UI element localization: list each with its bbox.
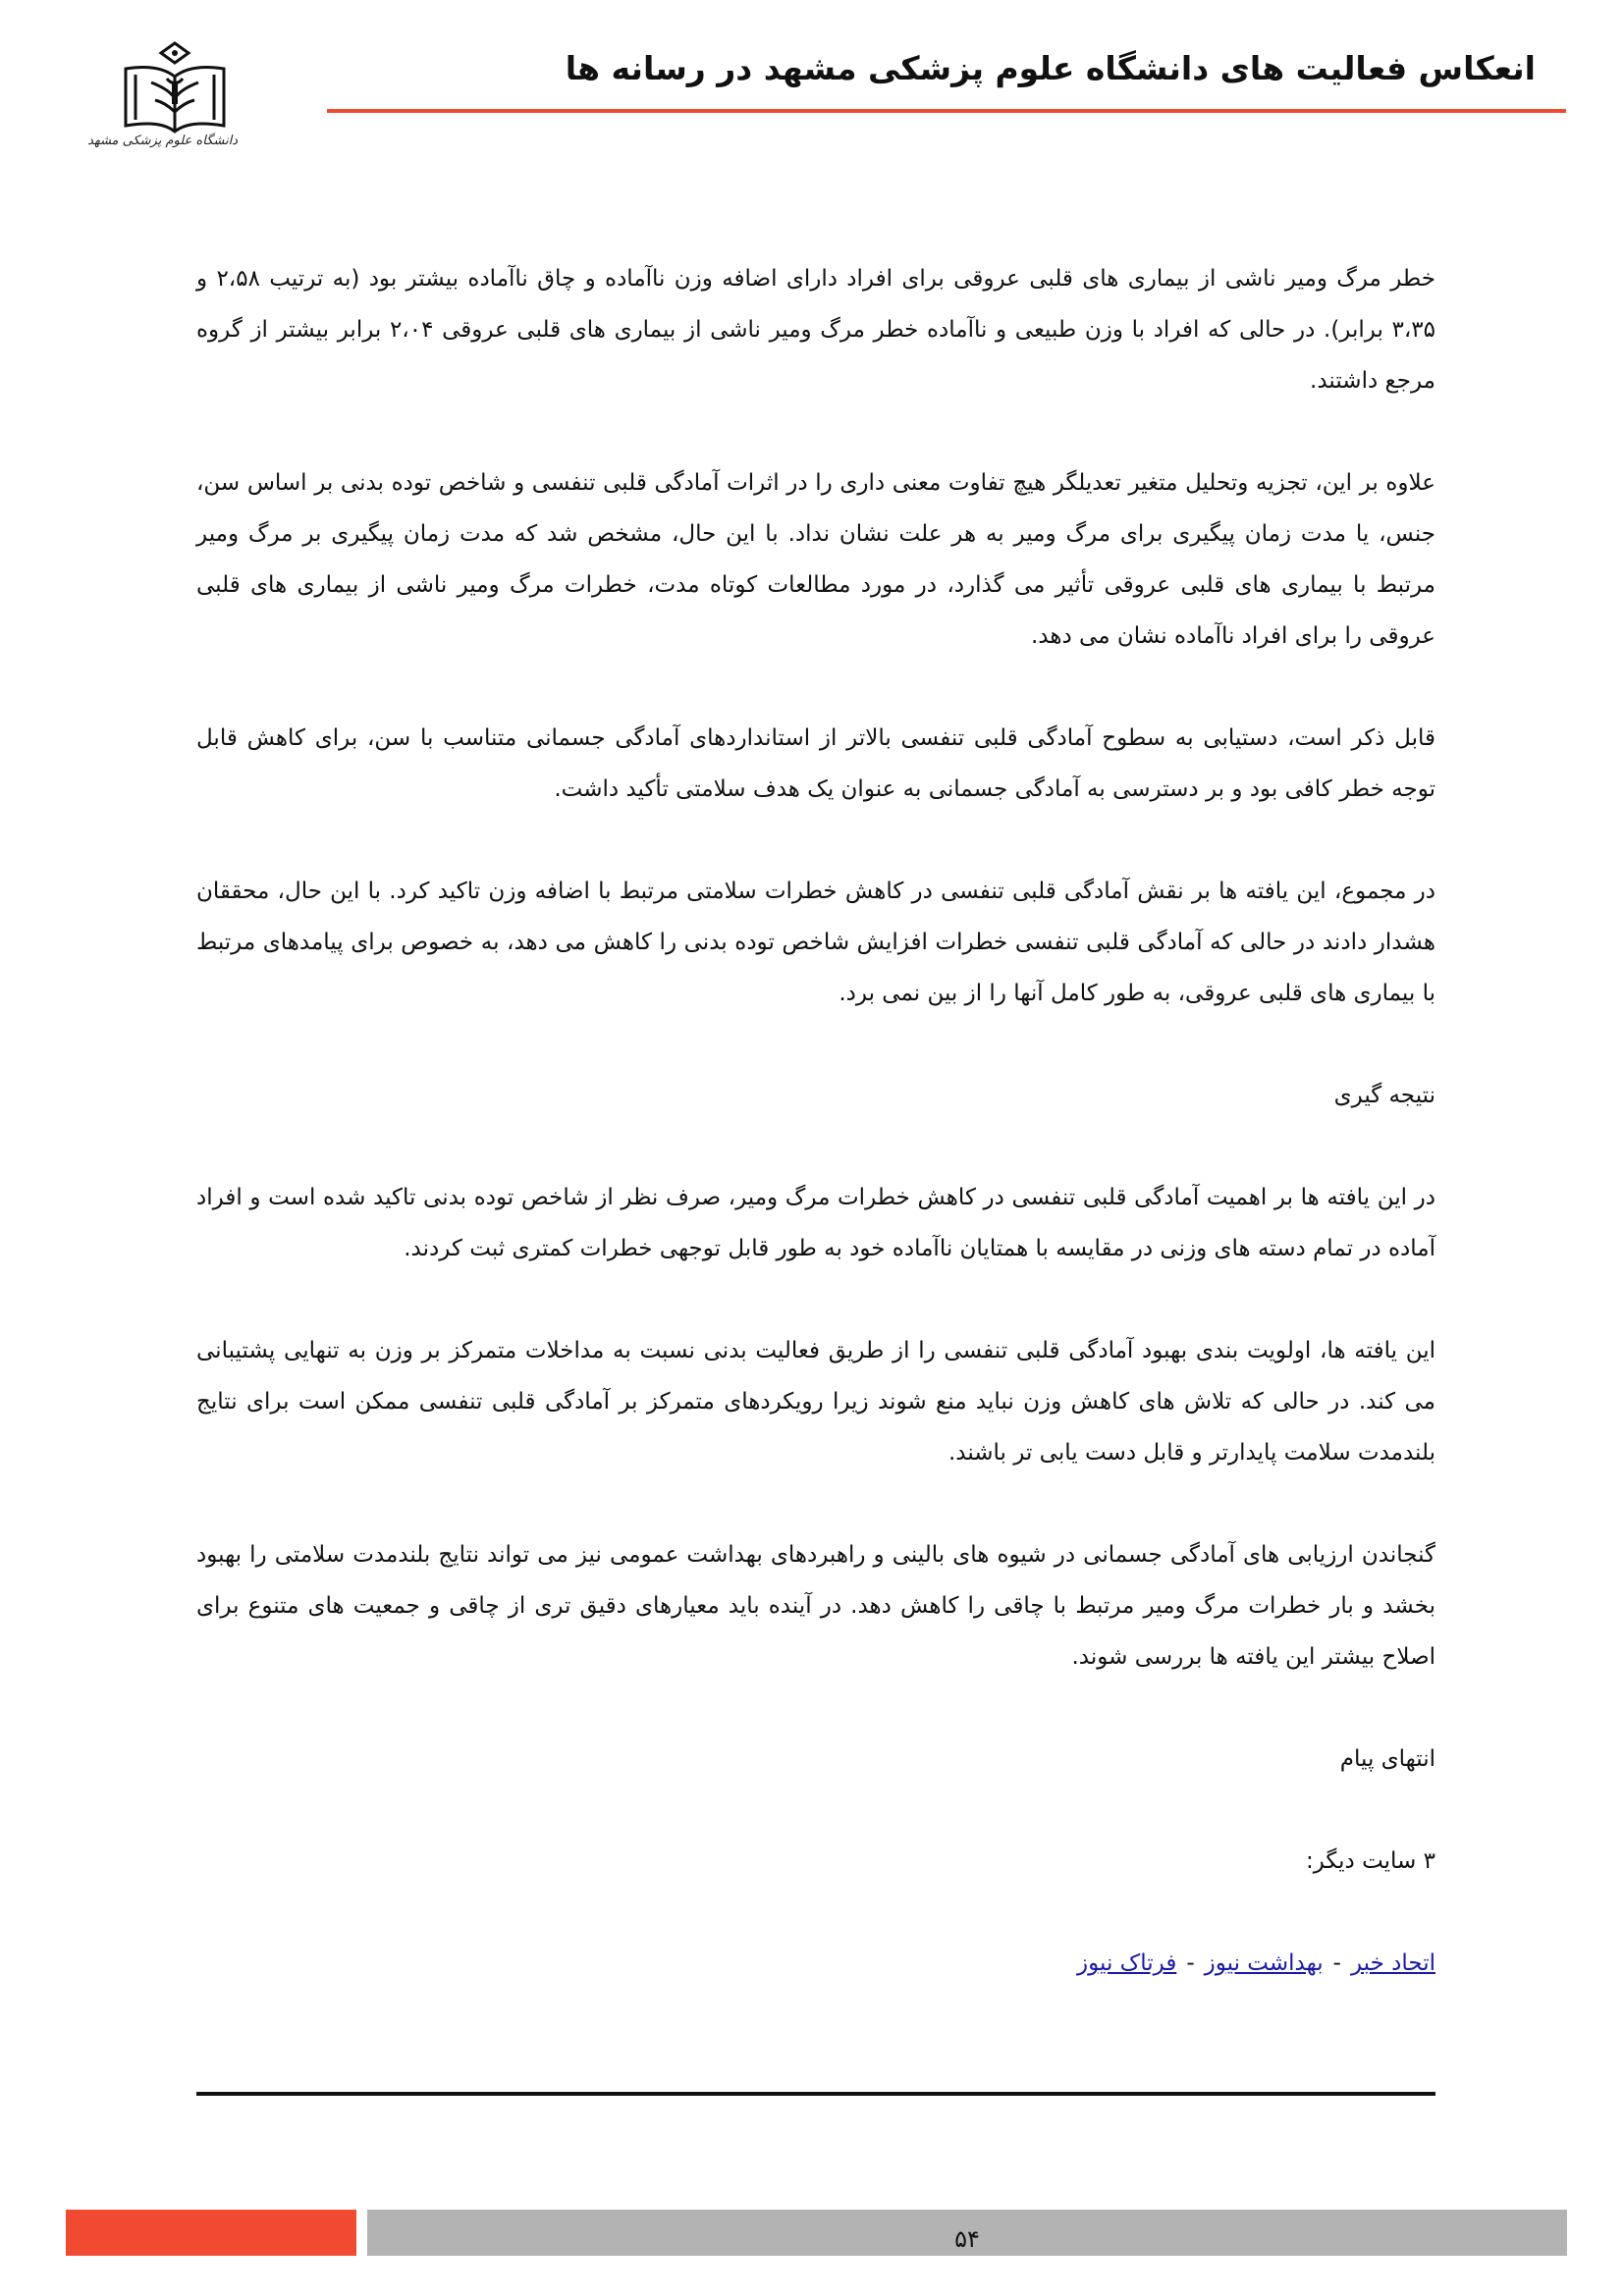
university-logo xyxy=(87,39,244,171)
university-emblem-icon xyxy=(106,39,244,137)
article-body xyxy=(196,253,1435,2040)
paragraph: در مجموع، این یافته ها بر نقش آمادگی قلبی تنفسی در کاهش خطرات سلامتی مرتبط با اضافه وزن تاکید کرد. با این حال، محققان هشدار دادند در حالی که آمادگی قلبی تنفسی خطرات افزایش شاخص توده بدنی را کاهش می دهد، به خصوص برای پیامدهای مرتبط با بیماری های قلبی عروقی، به طور کامل آنها را از بین نمی برد. xyxy=(196,879,1435,1006)
paragraph: خطر مرگ ومیر ناشی از بیماری های قلبی عروقی برای افراد دارای اضافه وزن ناآماده و چاق ناآماده بیشتر بود (به ترتیب ۲،۵۸ و ۳،۳۵ برابر). در حالی که افراد با وزن طبیعی و ناآماده خطر مرگ ومیر ناشی از بیماری های قلبی عروقی ۲،۰۴ برابر بیشتر از گروه مرجع داشتند. xyxy=(196,266,1436,394)
paragraph: این یافته ها، اولویت بندی بهبود آمادگی قلبی تنفسی را از طریق فعالیت بدنی نسبت به مداخلات متمرکز بر وزن به تنهایی پشتیبانی می کند. در حالی که تلاش های کاهش وزن نباید منع شوند زیرا رویکردهای متمرکز بر آمادگی قلبی تنفسی ممکن است برای نتایج بلندمدت سلامت پایدارتر و قابل دست یابی تر باشند. xyxy=(196,1338,1435,1466)
paragraph: قابل ذکر است، دستیابی به سطوح آمادگی قلبی تنفسی بالاتر از استانداردهای آمادگی جسمانی متناسب با سن، برای کاهش قابل توجه خطر کافی بود و بر دسترسی به آمادگی جسمانی به عنوان یک هدف سلامتی تأکید داشت. xyxy=(196,725,1435,802)
paragraph: در این یافته ها بر اهمیت آمادگی قلبی تنفسی در کاهش خطرات مرگ ومیر، صرف نظر از شاخص توده بدنی تاکید شده است و افراد آماده در تمام دسته های وزنی در مقایسه با همتایان ناآماده خود به طور قابل توجهی خطرات کمتری ثبت کردند. xyxy=(196,1185,1435,1261)
footer-divider xyxy=(196,2092,1435,2096)
logo-caption: دانشگاه علوم پزشکی مشهد xyxy=(87,133,238,148)
site-link-fartak-news[interactable]: فرتاک نیوز xyxy=(1077,1950,1177,1976)
link-separator: - xyxy=(1186,1950,1195,1976)
footer-accent-bar xyxy=(66,2210,356,2256)
site-link-ettehad-khabar[interactable]: اتحاد خبر xyxy=(1350,1950,1435,1976)
end-note: انتهای پیام xyxy=(1339,1746,1435,1772)
link-separator: - xyxy=(1332,1950,1341,1976)
document-header-title: انعکاس فعالیت های دانشگاه علوم پزشکی مشهد در رسانه ها xyxy=(565,49,1536,87)
paragraph: علاوه بر این، تجزیه وتحلیل متغیر تعدیلگر هیچ تفاوت معنی داری را در اثرات آمادگی قلبی تنفسی و شاخص توده بدنی بر اساس سن، جنس، یا مدت زمان پیگیری برای مرگ ومیر به هر علت نشان نداد. با این حال، مشخص شد که مدت زمان پیگیری بر مرگ ومیر مرتبط با بیماری های قلبی عروقی تأثیر می گذارد، در مورد مطالعات کوتاه مدت، خطرات مرگ ومیر ناشی از بیماری های قلبی عروقی را برای افراد ناآماده نشان می دهد. xyxy=(196,470,1435,649)
page-number: ۵۴ xyxy=(954,2225,980,2253)
conclusion-heading: نتیجه گیری xyxy=(1333,1083,1435,1108)
paragraph: گنجاندن ارزیابی های آمادگی جسمانی در شیوه های بالینی و راهبردهای بهداشت عمومی نیز می تواند نتایج بلندمدت سلامتی را بهبود بخشد و بار خطرات مرگ ومیر مرتبط با چاقی را کاهش دهد. در آینده باید معیارهای دقیق تری از چاقی و جمعیت های متنوع برای اصلاح بیشتر این یافته ها بررسی شوند. xyxy=(196,1542,1435,1670)
other-sites-label: ۳ سایت دیگر: xyxy=(1305,1848,1435,1874)
other-sites-links xyxy=(196,1938,1435,1989)
site-link-behdasht-news[interactable]: بهداشت نیوز xyxy=(1204,1950,1324,1976)
header-accent-rule xyxy=(327,109,1566,113)
